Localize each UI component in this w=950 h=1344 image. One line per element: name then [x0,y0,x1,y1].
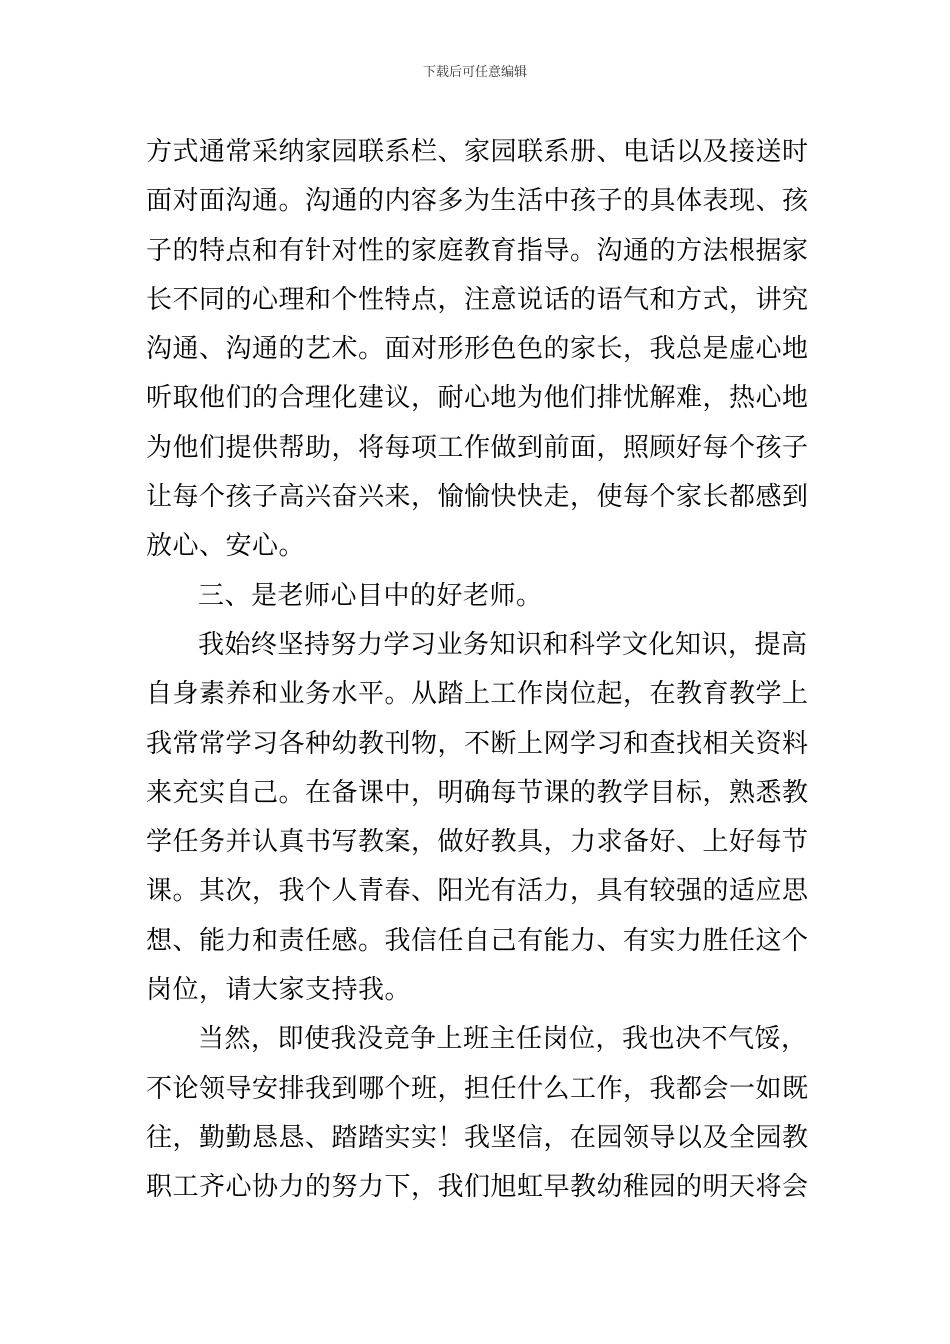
text-line: 我常常学习各种幼教刊物，不断上网学习和查找相关资料 [146,728,809,759]
text-line: 放心、安心。 [146,531,306,562]
text-line: 子的特点和有针对性的家庭教育指导。沟通的方法根据家 [146,235,809,266]
text-line: 让每个孩子高兴奋兴来，愉愉快快走，使每个家长都感到 [146,482,809,513]
text-line: 岗位，请大家支持我。 [146,975,412,1006]
text-line: 想、能力和责任感。我信任自己有能力、有实力胜任这个 [146,925,809,956]
text-line: 课。其次，我个人青春、阳光有活力，具有较强的适应思 [146,876,809,907]
text-line: 方式通常采纳家园联系栏、家园联系册、电话以及接送时 [146,137,809,167]
text-line: 沟通、沟通的艺术。面对形形色色的家长，我总是虚心地 [146,334,809,365]
text-line: 长不同的心理和个性特点，注意说话的语气和方式，讲究 [146,284,809,315]
text-line: 我始终坚持努力学习业务知识和科学文化知识，提高 [198,629,808,660]
text-line: 为他们提供帮助，将每项工作做到前面，照顾好每个孩子 [146,432,809,463]
text-line: 来充实自己。在备课中，明确每节课的教学目标，熟悉教 [146,777,809,808]
document-body [146,128,810,1213]
text-line: 不论领导安排我到哪个班，担任什么工作，我都会一如既 [146,1073,809,1104]
text-line: 自身素养和业务水平。从踏上工作岗位起，在教育教学上 [146,679,809,710]
section-heading: 三、是老师心目中的好老师。 [198,580,543,611]
page-header: 下载后可任意编辑 [422,65,527,80]
text-line: 听取他们的合理化建议，耐心地为他们排忧解难，热心地 [146,383,809,414]
text-line: 职工齐心协力的努力下，我们旭虹早教幼稚园的明天将会 [146,1172,809,1203]
text-line: 往，勤勤恳恳、踏踏实实！我坚信，在园领导以及全园教 [146,1122,809,1153]
text-line: 面对面沟通。沟通的内容多为生活中孩子的具体表现、孩 [146,186,809,217]
text-line: 当然，即使我没竞争上班主任岗位，我也决不气馁， [198,1024,808,1055]
text-line: 学任务并认真书写教案，做好教具，力求备好、上好每节 [146,827,809,858]
